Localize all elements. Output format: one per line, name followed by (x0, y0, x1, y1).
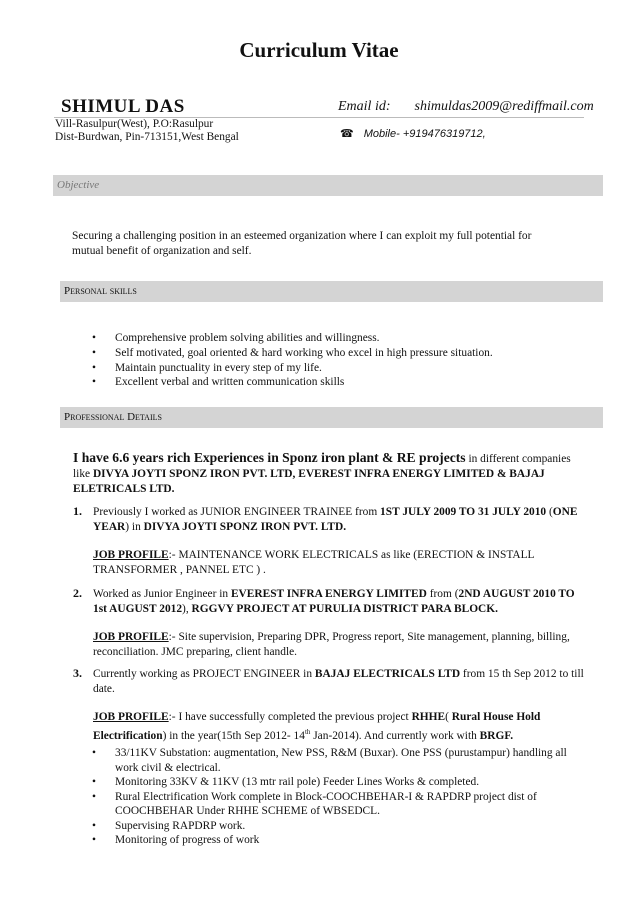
job-profile-3-paren: ( (445, 711, 452, 723)
item-2-from: from ( (426, 588, 459, 600)
phone-block (340, 127, 486, 140)
job-profile-2-text-2: reconciliation. JMC preparing, client handle. (93, 646, 298, 658)
job-profile-1-text-2: TRANSFORMER , PANNEL ETC ) . (93, 564, 266, 576)
item-3-company: BAJAJ ELECTRICALS LTD (314, 668, 461, 680)
professional-details-label: Professional Details (64, 411, 162, 423)
intro-companies: DIVYA JOYTI SPONZ IRON PVT. LTD, EVEREST INFRA ENERGY LIMITED & BAJAJ (92, 468, 545, 480)
objective-line-1: Securing a challenging position in an esteemed organization where I can exploit my full potential for (72, 230, 532, 242)
intro-like: like (73, 468, 93, 480)
bullet-text: COOCHBEHAR Under RHHE SCHEME of WBSEDCL. (115, 805, 380, 817)
bullet-text: 33/11KV Substation: augmentation, New PSS, R&M (Buxar). One PSS (purustampur) handling all (115, 747, 567, 759)
job-profile-3-project-full: Rural House Hold (451, 711, 541, 723)
list-item (92, 790, 592, 819)
list-item (92, 746, 592, 775)
job-profile-1-text: :- MAINTENANCE WORK ELECTRICALS as like (ERECTION & INSTALL (168, 549, 535, 561)
email-block (338, 99, 594, 115)
job-profile-3-sup: th (304, 728, 311, 736)
address-line-2: Dist-Burdwan, Pin-713151,West Bengal (55, 131, 239, 143)
list-item: • Comprehensive problem solving abilities and willingness. (92, 331, 592, 346)
job-profile-3-project: RHHE (411, 711, 446, 723)
candidate-name: SHIMUL DAS (61, 96, 185, 117)
item-1-duration-end: YEAR (93, 521, 126, 533)
email-address: shimuldas2009@rediffmail.com (414, 99, 594, 114)
experience-intro (73, 450, 593, 497)
item-2-number: 2. (73, 586, 82, 600)
document-title: Curriculum Vitae (239, 38, 399, 62)
item-2-period: 2ND AUGUST 2010 TO (458, 588, 575, 600)
job-profile-2-text: :- Site supervision, Preparing DPR, Progress report, Site management, planning, billing, (168, 631, 570, 643)
list-item: • Monitoring of progress of work (92, 833, 592, 848)
intro-text: in different companies (465, 453, 571, 465)
intro-highlight: I have 6.6 years rich Experiences in Sponz iron plant & RE projects (73, 450, 466, 465)
personal-skills-label: Personal skills (64, 285, 137, 297)
list-item: • Monitoring 33KV & 11KV (13 mtr rail pole) Feeder Lines Works & completed. (92, 775, 592, 790)
email-label: Email id: (338, 99, 391, 114)
phone-icon: ☎ (340, 128, 354, 140)
objective-text (72, 229, 602, 259)
bullet-text: work civil & electrical. (115, 761, 221, 774)
item-2-period-end: 1st AUGUST 2012 (93, 603, 183, 615)
item-2-text: Worked as Junior Engineer in (93, 588, 231, 600)
objective-line-2: mutual benefit of organization and self. (72, 245, 252, 257)
item-1-text: Previously I worked as JUNIOR ENGINEER TRAINEE from (93, 506, 381, 518)
item-1-in: ) in (125, 521, 144, 533)
list-item: • Excellent verbal and written communication skills (92, 375, 592, 390)
item-3-date: date. (93, 683, 115, 695)
item-3-text: Currently working as PROJECT ENGINEER in (93, 668, 315, 680)
phone-number: Mobile- +919476319712, (363, 128, 486, 140)
item-3-number: 3. (73, 666, 82, 680)
item-3-from: from 15 th Sep 2012 to till (460, 668, 584, 680)
item-1-duration: ONE (552, 506, 578, 518)
objective-label: Objective (57, 179, 100, 191)
address-line-1: Vill-Rasulpur(West), P.O:Rasulpur (55, 118, 214, 130)
list-item: • Maintain punctuality in every step of my life. (92, 361, 592, 376)
job-profile-label: JOB PROFILE (93, 631, 169, 643)
job-profile-label: JOB PROFILE (93, 549, 169, 561)
item-3 (93, 667, 593, 744)
item-1-period: 1ST JULY 2009 TO 31 JULY 2010 (380, 506, 547, 518)
job-profile-3-current: Jan-2014). And currently work with (310, 729, 480, 742)
professional-details-header (60, 407, 603, 428)
item-2 (93, 587, 593, 660)
work-bullets (92, 746, 592, 848)
job-profile-3-project-full-end: Electrification (93, 729, 163, 742)
item-1 (93, 505, 593, 578)
job-profile-3-text: :- I have successfully completed the previous project (168, 711, 412, 723)
intro-companies-end: ELETRICALS LTD. (73, 483, 175, 495)
personal-skills-header (60, 281, 603, 302)
item-1-number: 1. (73, 504, 82, 518)
list-item: • Supervising RAPDRP work. (92, 819, 592, 834)
item-1-paren: ( (546, 506, 553, 518)
item-1-company: DIVYA JOYTI SPONZ IRON PVT. LTD. (143, 521, 347, 533)
job-profile-3-brgf: BRGF. (479, 729, 514, 742)
job-profile-label: JOB PROFILE (93, 711, 169, 723)
item-2-project: RGGVY PROJECT AT PURULIA DISTRICT PARA BLOCK. (191, 603, 498, 615)
personal-skills-list (92, 331, 592, 390)
item-2-company: EVEREST INFRA ENERGY LIMITED (230, 588, 427, 600)
bullet-text: Rural Electrification Work complete in Block-COOCHBEHAR-I & RAPDRP project dist of (115, 790, 537, 803)
objective-header (53, 175, 603, 196)
job-profile-3-period: ) in the year(15th Sep 2012- 14 (162, 729, 305, 742)
list-item: • Self motivated, goal oriented & hard working who excel in high pressure situation. (92, 346, 592, 361)
item-2-sep: ), (182, 603, 192, 615)
